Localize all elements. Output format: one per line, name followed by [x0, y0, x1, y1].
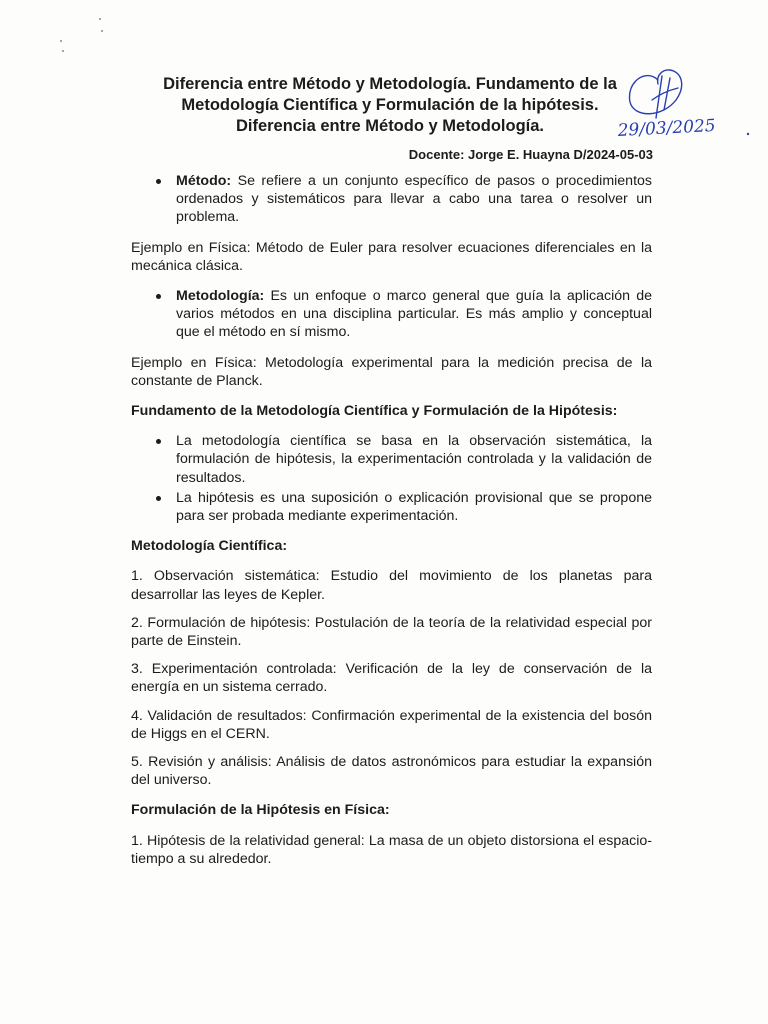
heading-metodologia-cientifica: Metodología Científica: — [131, 538, 288, 555]
term-metodologia: Metodología: — [176, 288, 265, 305]
list-item-mc-1: 1. Observación sistemática: Estudio del movimiento de los planetas para desarrollar las leyes de Kepler. — [131, 568, 652, 603]
title-line-3: Diferencia entre Método y Metodología. — [235, 117, 545, 135]
heading-fundamento: Fundamento de la Metodología Científica y Formulación de la Hipótesis: — [131, 403, 618, 420]
svg-text:29/03/2025: 29/03/2025 — [617, 115, 717, 141]
definition-metodologia: Es un enfoque o marco general que guía la aplicación de varios métodos en una disciplina particular. Es más amplio y conceptual que el método en sí mismo. — [176, 288, 652, 341]
list-item-mc-4: 4. Validación de resultados: Confirmación experimental de la existencia del bosón de Higgs en el CERN. — [131, 707, 652, 742]
list-item-mc-2: 2. Formulación de hipótesis: Postulación de la teoría de la relatividad especial por parte de Einstein. — [131, 614, 652, 650]
document-title — [120, 74, 660, 137]
bullet-fundamento-2: La hipótesis es una suposición o explicación provisional que se propone para ser probada mediante experimentación. — [131, 489, 652, 525]
bullet-metodo — [131, 172, 652, 227]
document-body — [131, 172, 652, 868]
heading-formulacion: Formulación de la Hipótesis en Física: — [131, 802, 390, 819]
example-metodo: Ejemplo en Física: Método de Euler para resolver ecuaciones diferenciales en la mecánica clásica. — [131, 239, 652, 274]
list-item-fh-1: 1. Hipótesis de la relatividad general: La masa de un objeto distorsiona el espacio-tiempo a su alrededor. — [131, 832, 652, 867]
definition-metodo: Se refiere a un conjunto específico de pasos o procedimientos ordenados y sistemáticos para llevar a cabo una tarea o resolver un problema. — [176, 173, 652, 226]
handwritten-signature-and-date — [600, 60, 760, 150]
list-item-mc-3: 3. Experimentación controlada: Verificación de la ley de conservación de la energía en un sistema cerrado. — [131, 661, 652, 696]
title-line-1: Diferencia entre Método y Metodología. Fundamento de la — [163, 75, 617, 93]
term-metodo: Método: — [176, 173, 232, 189]
docente-line: Docente: Jorge E. Huayna D/2024-05-03 — [408, 147, 653, 162]
list-item-mc-5: 5. Revisión y análisis: Análisis de datos astronómicos para estudiar la expansión del universo. — [131, 754, 652, 789]
bullet-metodologia — [131, 287, 652, 342]
example-metodologia: Ejemplo en Física: Metodología experimental para la medición precisa de la constante de Planck. — [131, 354, 652, 389]
title-line-2: Metodología Científica y Formulación de la hipótesis. — [181, 96, 599, 114]
bullet-fundamento-1: La metodología científica se basa en la observación sistemática, la formulación de hipótesis, la experimentación controlada y la validación de resultados. — [131, 432, 652, 487]
